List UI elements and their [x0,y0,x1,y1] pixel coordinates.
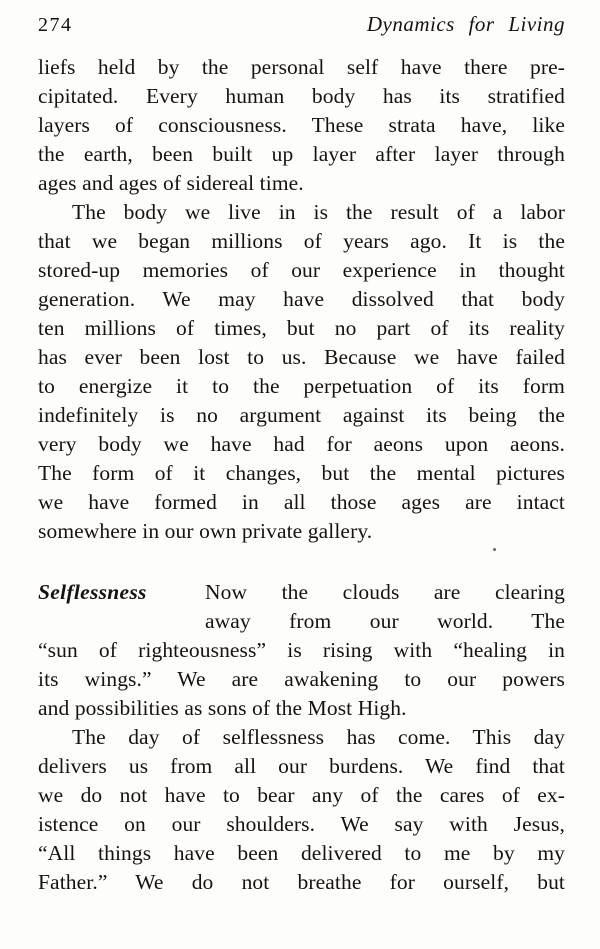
text-line: we have formed in all those ages are intact [38,490,565,514]
text-line: The body we live in is the result of a labor [72,200,565,224]
text-line: The form of it changes, but the mental pictures [38,461,565,485]
text-line: liefs held by the personal self have there pre- [38,55,565,79]
paragraph [38,53,565,198]
text-line: has ever been lost to us. Because we have failed [38,345,565,369]
text-line: “All things have been delivered to me by my [38,841,565,865]
text-line: stored-up memories of our experience in thought [38,258,565,282]
text-line: we do not have to bear any of the cares of ex- [38,783,565,807]
text-line: Now the clouds are clearing [205,580,565,604]
text-line: and possibilities as sons of the Most High. [38,696,407,720]
page-header [38,0,565,40]
section-side-heading: Selflessness [38,580,147,604]
text-line: “sun of righteousness” is rising with “healing in [38,638,565,662]
text-line: generation. We may have dissolved that body [38,287,565,311]
text-line: layers of consciousness. These strata have, like [38,113,565,137]
paragraph [38,198,565,546]
text-line: to energize it to the perpetuation of its form [38,374,565,398]
scan-artifact-speck [493,548,496,551]
text-line: very body we have had for aeons upon aeons. [38,432,565,456]
text-line: cipitated. Every human body has its stratified [38,84,565,108]
text-line: The day of selflessness has come. This day [72,725,565,749]
text-line: ten millions of times, but no part of its reality [38,316,565,340]
running-header-title: Dynamics for Living [366,12,565,36]
text-line: the earth, been built up layer after layer through [38,142,565,166]
text-line: its wings.” We are awakening to our powers [38,667,565,691]
text-line: somewhere in our own private gallery. [38,519,373,543]
text-line: Father.” We do not breathe for ourself, but [38,870,565,894]
paragraph [38,723,565,897]
text-line: delivers us from all our burdens. We find that [38,754,565,778]
text-line: away from our world. The [205,609,565,633]
page-number: 274 [38,14,73,36]
page-body [38,53,565,897]
text-line: indefinitely is no argument against its being the [38,403,565,427]
text-block [38,0,565,897]
text-line: that we began millions of years ago. It is the [38,229,565,253]
section-with-side-heading [38,578,565,723]
text-line: istence on our shoulders. We say with Jesus, [38,812,565,836]
text-line: ages and ages of sidereal time. [38,171,304,195]
